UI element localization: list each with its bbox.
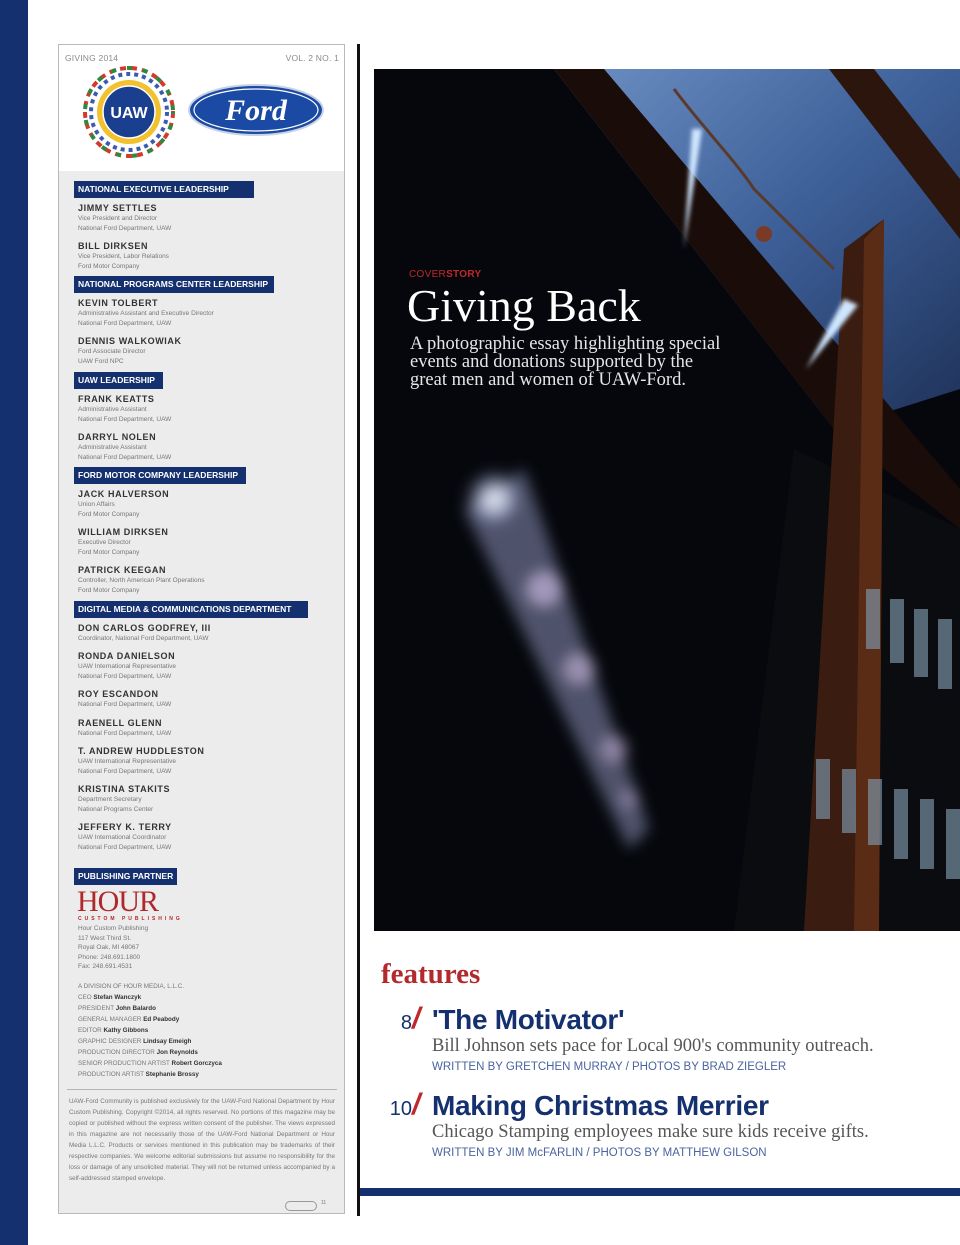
legal-notice: UAW-Ford Community is published exclusively for the UAW-Ford National Department by Hour Custom Publishing. Copyright ©2014, all rights reserved. No portions of this magazine may be copied or published without the express written consent of the publisher. The views expressed in this magazine are not necessarily those of the UAW-Ford National Department or Hour Media L.L.C. Products or services mentioned in this publication may be trademarks of their respective companies. We welcome editorial submissions but assume no responsibility for the loss or damage of any unsolicited material. They will not be returned unless accompanied by a self-addressed stamped envelope. [69,1098,335,1182]
address-line: Hour Custom Publishing [78,925,149,932]
staff-title: Coordinator, National Ford Department, UAW [78,635,209,642]
staff-title: Administrative Assistant and Executive Director [78,310,214,317]
section-heading-uaw-leadership: UAW LEADERSHIP [74,372,163,389]
divider [67,1089,337,1090]
feature-slash: / [412,1002,421,1035]
vertical-divider [357,44,360,1216]
staff-title: UAW International Representative [78,663,177,670]
cover-story-kicker: COVERSTORY [409,269,482,280]
ford-logo [187,83,325,137]
staff-name: JIMMY SETTLES [78,203,158,213]
staff-name: RONDA DANIELSON [78,651,176,661]
staff-department: National Ford Department, UAW [78,672,172,680]
staff-entry [78,746,338,776]
feature-dek: Bill Johnson sets pace for Local 900's community outreach. [432,1036,874,1056]
staff-entry [78,689,338,710]
staff-name: DENNIS WALKOWIAK [78,336,182,346]
staff-department: National Ford Department, UAW [78,224,172,232]
staff-entry [78,527,338,557]
staff-name: DON CARLOS GODFREY, III [78,623,211,633]
staff-entry [78,432,338,462]
staff-department: Ford Motor Company [78,510,140,518]
staff-name: RAENELL GLENN [78,718,163,728]
section-heading-national-programs: NATIONAL PROGRAMS CENTER LEADERSHIP [74,276,274,293]
staff-title: Controller, North American Plant Operations [78,577,205,584]
staff-entry [78,718,338,739]
staff-department: Ford Motor Company [78,548,140,556]
ford-logo-text: Ford [225,94,287,127]
union-bug-seal [285,1201,317,1211]
features-heading: features [381,958,481,990]
bottom-rule [360,1188,960,1196]
staff-entry [78,489,338,519]
staff-entry [78,822,338,852]
section-heading-ford-leadership: FORD MOTOR COMPANY LEADERSHIP [74,467,246,484]
staff-department: Ford Motor Company [78,262,140,270]
staff-name: JACK HALVERSON [78,489,170,499]
staff-entry [78,651,338,681]
uaw-logo [79,62,179,162]
feature-page-number: 10 [389,1098,412,1120]
staff-name: FRANK KEATTS [78,394,155,404]
address-line: 117 West Third St. [78,934,132,942]
credit-line: PRESIDENT John Balardo [78,1005,156,1012]
staff-name: JEFFERY K. TERRY [78,822,172,832]
staff-department: National Ford Department, UAW [78,319,172,327]
address-line: Royal Oak, MI 48067 [78,944,140,952]
feature-item[interactable] [370,1004,950,1080]
staff-name: BILL DIRKSEN [78,241,149,251]
staff-title: UAW International Representative [78,758,177,765]
staff-entry [78,784,338,814]
credit-line: GRAPHIC DESIGNER Lindsay Emeigh [78,1038,192,1045]
staff-title: Department Secretary [78,796,142,803]
staff-name: KRISTINA STAKITS [78,784,171,794]
feature-title: Making Christmas Merrier [432,1090,769,1121]
staff-title: Administrative Assistant [78,444,147,451]
feature-byline: WRITTEN BY JIM McFARLIN / PHOTOS BY MATTHEW GILSON [432,1147,767,1159]
seal-number: 11 [321,1200,327,1206]
feature-title: 'The Motivator' [432,1004,625,1035]
staff-title: Ford Associate Director [78,348,146,355]
uaw-logo-text: UAW [110,105,148,122]
staff-department: National Ford Department, UAW [78,767,172,775]
hour-logo: HOUR [77,885,159,918]
masthead-panel [58,44,345,1214]
staff-entry [78,623,338,644]
credit-line: SENIOR PRODUCTION ARTIST Robert Gorczyca [78,1060,222,1067]
staff-entry [78,336,338,366]
feature-byline: WRITTEN BY GRETCHEN MURRAY / PHOTOS BY BRAD ZIEGLER [432,1061,787,1073]
cover-dek: A photographic essay highlighting special events and donations supported by the great men and women of UAW-Ford. [410,334,721,390]
staff-department: National Programs Center [78,805,154,813]
feature-item[interactable] [370,1090,950,1166]
staff-name: DARRYL NOLEN [78,432,157,442]
publisher-address [78,924,148,972]
staff-entry [78,394,338,424]
staff-title: Union Affairs [78,501,115,508]
staff-name: ROY ESCANDON [78,689,159,699]
credit-line: GENERAL MANAGER Ed Peabody [78,1016,180,1023]
section-heading-digital-media: DIGITAL MEDIA & COMMUNICATIONS DEPARTMENT [74,601,308,618]
feature-page-number: 8 [400,1012,412,1034]
credit-line: PRODUCTION ARTIST Stephanie Brossy [78,1071,199,1078]
staff-title: Administrative Assistant [78,406,147,413]
staff-name: WILLIAM DIRKSEN [78,527,169,537]
staff-department: National Ford Department, UAW [78,843,172,851]
credit-line: EDITOR Kathy Gibbons [78,1027,149,1034]
staff-entry [78,298,338,328]
staff-department: National Ford Department, UAW [78,415,172,423]
hour-logo-subtitle: CUSTOM PUBLISHING [78,916,183,922]
volume-label: VOL. 2 NO. 1 [285,53,339,63]
cover-photo-art [374,69,960,931]
staff-title: UAW International Coordinator [78,834,167,841]
credit-line: PRODUCTION DIRECTOR Jon Reynolds [78,1049,198,1056]
staff-entry [78,565,338,595]
staff-name: T. ANDREW HUDDLESTON [78,746,205,756]
cover-photo [374,69,960,931]
staff-title: Vice President, Labor Relations [78,253,169,260]
division-line: A DIVISION OF HOUR MEDIA, L.L.C. [78,983,185,990]
issue-label: GIVING 2014 [65,53,119,63]
staff-department: Ford Motor Company [78,586,140,594]
staff-name: PATRICK KEEGAN [78,565,167,575]
staff-department: National Ford Department, UAW [78,730,172,737]
staff-entry [78,203,338,233]
staff-title: Executive Director [78,539,131,546]
staff-department: National Ford Department, UAW [78,701,172,708]
feature-dek: Chicago Stamping employees make sure kids receive gifts. [432,1122,869,1142]
address-line: Fax: 248.691.4531 [78,963,133,971]
staff-title: Vice President and Director [78,215,158,222]
left-edge-stripe [0,0,28,1245]
section-heading-publishing-partner: PUBLISHING PARTNER [74,868,177,885]
staff-entry [78,241,338,271]
staff-department: National Ford Department, UAW [78,453,172,461]
staff-name: KEVIN TOLBERT [78,298,159,308]
cover-title: Giving Back [407,280,641,331]
credit-line: CEO Stefan Wanczyk [78,994,142,1001]
section-heading-national-executive: NATIONAL EXECUTIVE LEADERSHIP [74,181,254,198]
staff-department: UAW Ford NPC [78,357,124,365]
feature-slash: / [412,1088,421,1121]
address-line: Phone: 248.691.1800 [78,953,141,961]
